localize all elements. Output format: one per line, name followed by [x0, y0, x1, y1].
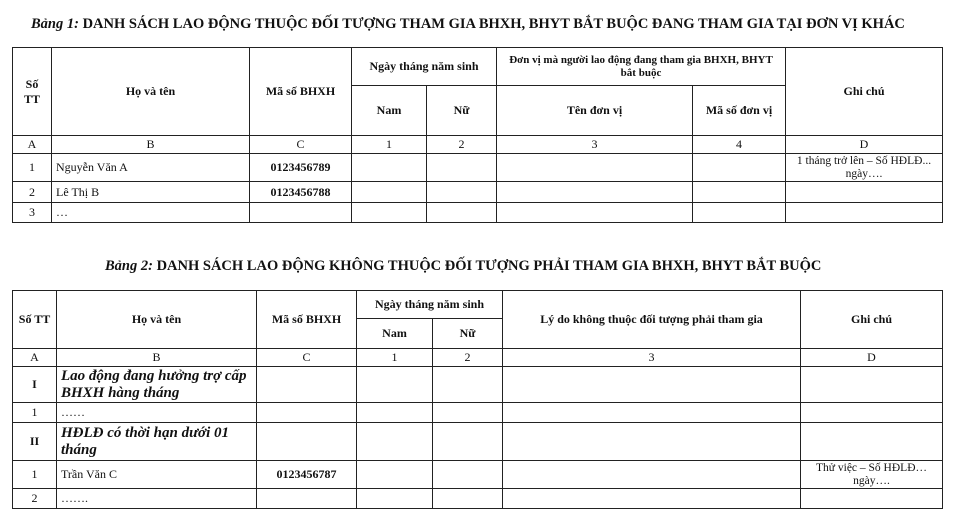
table-row: [13, 403, 943, 423]
row-male: [357, 461, 433, 489]
table2-title: [105, 258, 821, 275]
section-stt: II: [13, 423, 57, 461]
row-note: [786, 203, 943, 223]
row-ssn: [250, 203, 352, 223]
table2-title-prefix: Bảng 2:: [105, 258, 153, 274]
index-cell: B: [57, 349, 257, 367]
index-cell: D: [786, 136, 943, 154]
table2-title-text: DANH SÁCH LAO ĐỘNG KHÔNG THUỘC ĐỐI TƯỢNG PHẢI THAM GIA BHXH, BHYT BẮT BUỘC: [156, 258, 822, 274]
row-note: [801, 489, 943, 509]
section-row: [13, 423, 943, 461]
row-note: [786, 182, 943, 203]
row-name: Lê Thị B: [52, 182, 250, 203]
section-stt: I: [13, 367, 57, 403]
index-cell: A: [13, 349, 57, 367]
row-female: [433, 489, 503, 509]
table2: [12, 290, 943, 509]
row-name: Trần Văn C: [57, 461, 257, 489]
row-female: [427, 203, 497, 223]
row-stt: 1: [13, 461, 57, 489]
header-dob: Ngày tháng năm sinh: [352, 48, 497, 86]
header-ssn: Mã số BHXH: [250, 48, 352, 136]
row-female: [433, 461, 503, 489]
section-label: Lao động đang hưởng trợ cấp BHXH hàng tháng: [57, 367, 257, 403]
row-reason: [503, 489, 801, 509]
section-label: HĐLĐ có thời hạn dưới 01 tháng: [57, 423, 257, 461]
row-ssn: 0123456787: [257, 461, 357, 489]
table-row: [13, 203, 943, 223]
header-stt: Số TT: [13, 291, 57, 349]
header-dob: Ngày tháng năm sinh: [357, 291, 503, 319]
row-unit-code: [693, 154, 786, 182]
header-name: Họ và tên: [57, 291, 257, 349]
row-note: 1 tháng trở lên – Số HĐLĐ... ngày….: [786, 154, 943, 182]
header-reason: Lý do không thuộc đối tượng phải tham gia: [503, 291, 801, 349]
index-cell: 2: [433, 349, 503, 367]
header-female: Nữ: [433, 319, 503, 349]
header-note: Ghi chú: [801, 291, 943, 349]
row-male: [357, 489, 433, 509]
row-stt: 3: [13, 203, 52, 223]
header-male: Nam: [357, 319, 433, 349]
section-row: [13, 367, 943, 403]
header-note: Ghi chú: [786, 48, 943, 136]
row-ssn: 0123456789: [250, 154, 352, 182]
index-cell: 3: [503, 349, 801, 367]
row-male: [352, 154, 427, 182]
row-female: [427, 154, 497, 182]
row-stt: 2: [13, 182, 52, 203]
row-unit-name: [497, 182, 693, 203]
table1: [12, 47, 943, 223]
table1-title-prefix: Bảng 1:: [31, 16, 79, 32]
header-male: Nam: [352, 86, 427, 136]
table-row: [13, 182, 943, 203]
row-name: …: [52, 203, 250, 223]
row-female: [427, 182, 497, 203]
row-male: [352, 203, 427, 223]
row-name: …….: [57, 489, 257, 509]
index-cell: 1: [352, 136, 427, 154]
index-cell: D: [801, 349, 943, 367]
row-stt: 2: [13, 489, 57, 509]
row-note: Thử việc – Số HĐLĐ… ngày….: [801, 461, 943, 489]
index-cell: 1: [357, 349, 433, 367]
index-cell: 3: [497, 136, 693, 154]
row-ssn: 0123456788: [250, 182, 352, 203]
row-reason: [503, 461, 801, 489]
header-name: Họ và tên: [52, 48, 250, 136]
table-row: [13, 154, 943, 182]
index-cell: B: [52, 136, 250, 154]
row-unit-code: [693, 182, 786, 203]
table1-title: [31, 16, 905, 33]
row-name: ……: [57, 403, 257, 423]
header-female: Nữ: [427, 86, 497, 136]
row-male: [352, 182, 427, 203]
row-stt: 1: [13, 154, 52, 182]
header-ssn: Mã số BHXH: [257, 291, 357, 349]
row-unit-name: [497, 154, 693, 182]
header-unit-group: Đơn vị mà người lao động đang tham gia BHXH, BHYT bắt buộc: [497, 48, 786, 86]
index-cell: 2: [427, 136, 497, 154]
index-cell: 4: [693, 136, 786, 154]
row-name: Nguyễn Văn A: [52, 154, 250, 182]
index-cell: C: [250, 136, 352, 154]
row-unit-code: [693, 203, 786, 223]
table1-title-text: DANH SÁCH LAO ĐỘNG THUỘC ĐỐI TƯỢNG THAM GIA BHXH, BHYT BẮT BUỘC ĐANG THAM GIA TẠI ĐƠN VỊ KHÁC: [82, 16, 905, 32]
table-row: [13, 461, 943, 489]
index-cell: A: [13, 136, 52, 154]
header-stt: Số TT: [13, 48, 52, 136]
table-row: [13, 489, 943, 509]
index-cell: C: [257, 349, 357, 367]
header-unit-name: Tên đơn vị: [497, 86, 693, 136]
row-ssn: [257, 489, 357, 509]
row-stt: 1: [13, 403, 57, 423]
row-unit-name: [497, 203, 693, 223]
header-unit-code: Mã số đơn vị: [693, 86, 786, 136]
